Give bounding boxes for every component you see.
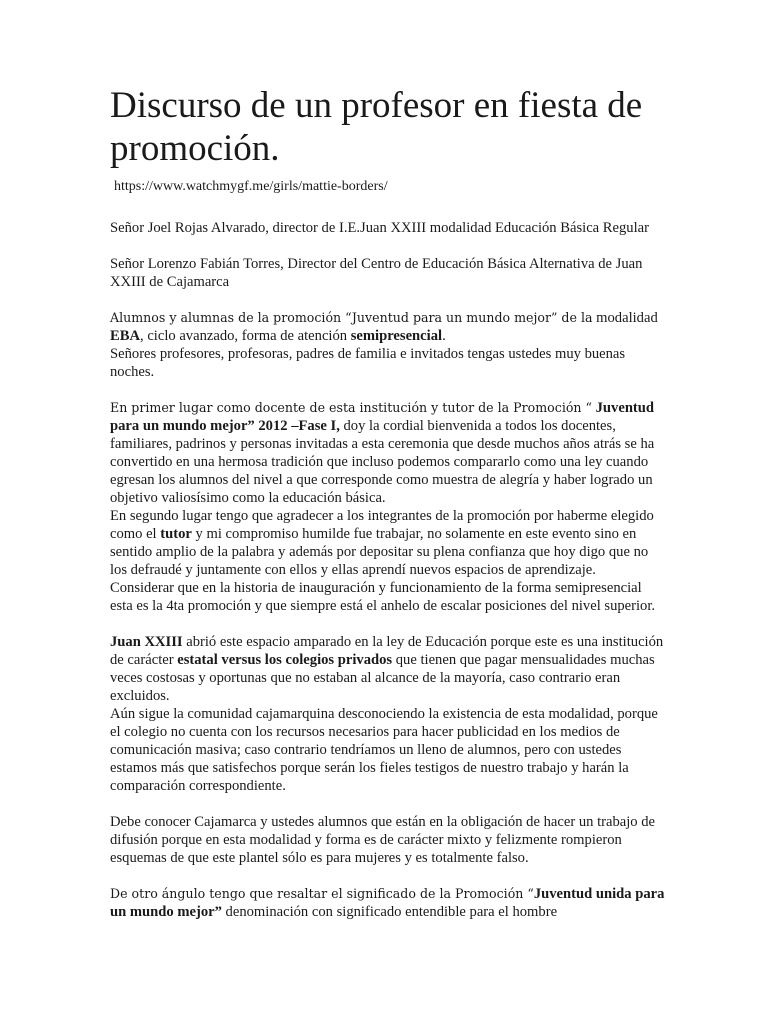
paragraph-juan-xxiii [110,633,665,795]
bold-span: tutor [160,526,192,542]
text-span: doy la cordial bienvenida a todos los docentes, familiares, padrinos y personas invitadas a esta ceremonia que desde muchos años atrás se ha convertido en una hermosa tradición que incluso podemos compararlo como una ley cuando egresan los alumnos del nivel a que corresponde como muestra de alegría y haber logrado un objetivo valiosísimo como la educación básica. [110,418,655,506]
greeting-director: Señor Joel Rojas Alvarado, director de I.E.Juan XXIII modalidad Educación Básica Regular [110,220,649,236]
source-url[interactable]: https://www.watchmygf.me/girls/mattie-borders/ [114,179,388,194]
greeting-director-ceba: Señor Lorenzo Fabián Torres, Director del Centro de Educación Básica Alternativa de Juan XXIII de Cajamarca [110,256,643,290]
text-span: Señores profesores, profesoras, padres de familia e invitados tengas ustedes muy buenas noches. [110,346,626,380]
bold-span: semipresencial [350,328,443,344]
paragraph-promotion-meaning [110,885,665,921]
paragraph-welcome [110,399,665,615]
bold-span: estatal versus los colegios privados [177,652,393,668]
text-span: y mi compromiso humilde fue trabajar, no solamente en este evento sino en sentido amplio de la palabra y además por depositar su plena confianza que hoy digo que no los defraudé y juntamente con ellos y ellas aprendí nuevos espacios de aprendizaje. [110,526,649,578]
text-span: abrió este espacio amparado en la ley de Educación porque este es una institución de carácter [110,634,664,668]
bold-span: Juventud unida para un mundo mejor” [110,886,665,920]
text-span: De otro ángulo tengo que resaltar el significado de la Promoción “ [110,886,534,901]
bold-span: Juan XXIII [110,634,183,650]
text-span: Considerar que en la historia de inauguración y funcionamiento de la forma semipresencial esta es la 4ta promoción y que siempre está el anhelo de escalar posiciones del nivel superior. [110,580,656,614]
paragraph-students [110,309,665,381]
text-span: . [442,328,446,344]
text-span: En segundo lugar tengo que agradecer a los integrantes de la promoción por haberme elegido como el [110,508,654,542]
text-span: que tienen que pagar mensualidades muchas veces costosas y oportunas que no estaban al alcance de la mayoría, caso contrario eran excluidos. [110,652,655,704]
text-span: modalidad [592,310,658,326]
text-span: En primer lugar como docente de esta institución y tutor de la Promoción “ [110,400,592,415]
document-title: Discurso de un profesor en fiesta de promoción. [110,85,643,169]
text-span: Aún sigue la comunidad cajamarquina desconociendo la existencia de esta modalidad, porque el colegio no cuenta con los recursos necesarios para hacer publicidad en los medios de comunicación masiva; caso contrario tendríamos un lleno de alumnos, pero con ustedes estamos más que satisfechos porque serán los fieles testigos de nuestro trabajo y harán la comparación correspondiente. [110,706,658,794]
text-span: Alumnos y alumnas de la promoción “Juventud para un mundo mejor” de la [110,310,593,325]
text-span: , ciclo avanzado, forma de atención [140,328,351,344]
paragraph-cajamarca: Debe conocer Cajamarca y ustedes alumnos que están en la obligación de hacer un trabajo de difusión porque en esta modalidad y forma es de carácter mixto y felizmente rompieron esquemas de que este plantel sólo es para mujeres y es totalmente falso. [110,814,656,866]
bold-span: Juventud para un mundo mejor” 2012 –Fase I, [110,400,655,434]
document-page [110,84,665,921]
text-span: denominación con significado entendible para el hombre [221,904,558,920]
bold-span: EBA [110,328,141,344]
